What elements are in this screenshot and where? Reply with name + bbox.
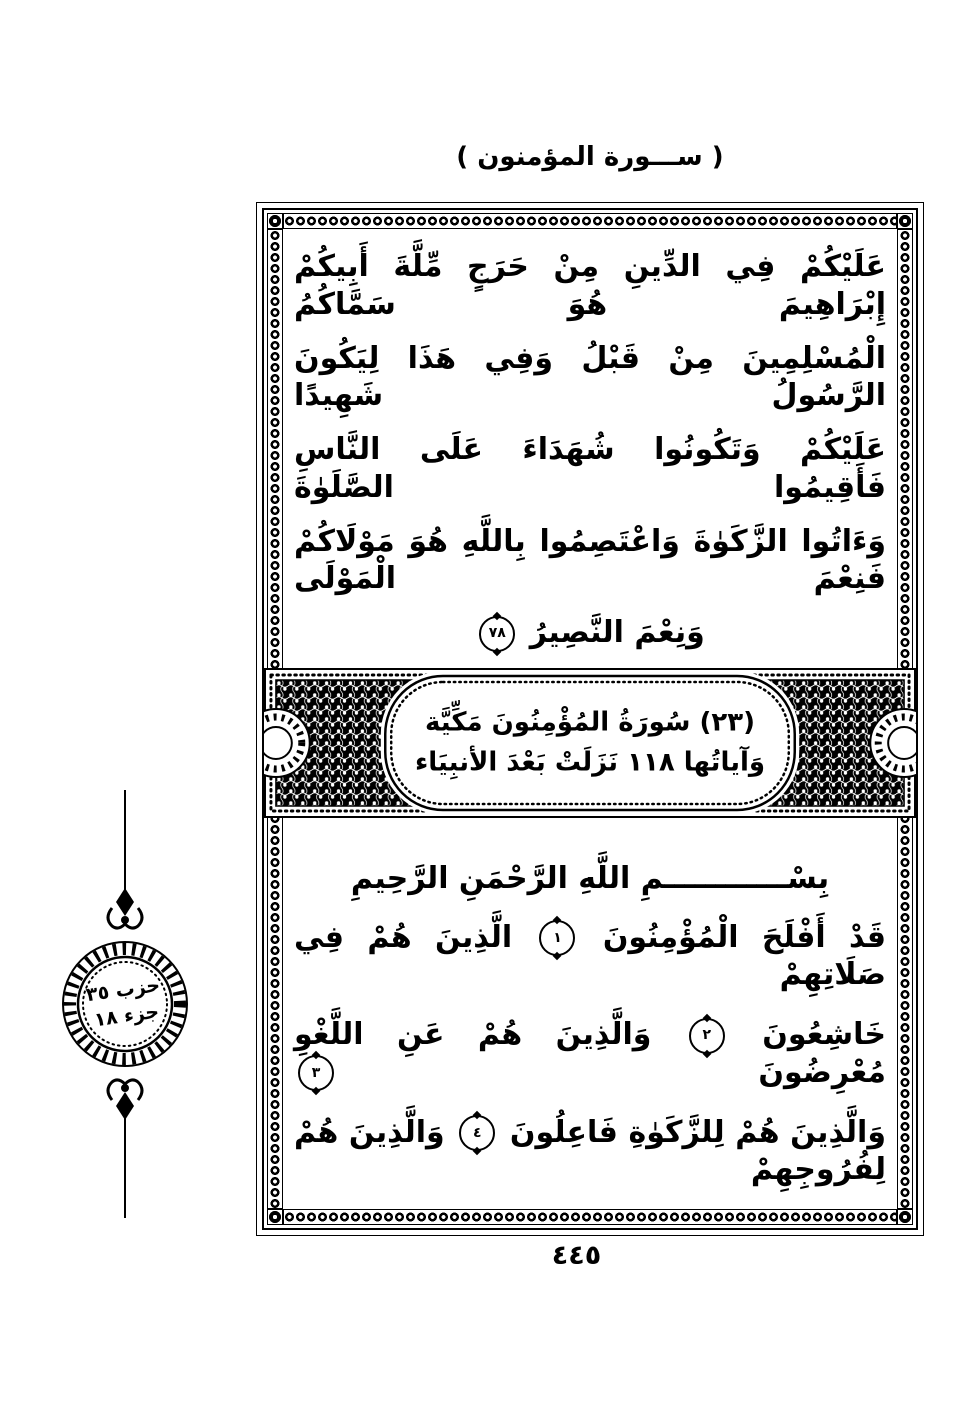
verse-line xyxy=(294,1114,886,1189)
ayah-marker-icon: ٢ xyxy=(689,1018,725,1054)
verse-line xyxy=(294,523,886,598)
margin-medallion xyxy=(50,790,200,1218)
border-corner-icon xyxy=(267,1209,283,1225)
border-chain-bottom xyxy=(283,1209,897,1225)
surah-title-band xyxy=(264,668,916,818)
verse-text: قَدْ أَفْلَحَ الْمُؤْمِنُونَ xyxy=(602,919,886,955)
ayah-marker-icon: ١ xyxy=(539,920,575,956)
verse-text: وَالَّذِينَ هُمْ لِلزَّكَوٰةِ فَاعِلُونَ xyxy=(509,1114,886,1150)
verse-line xyxy=(294,1016,886,1091)
ayah-marker-icon: ٤ xyxy=(459,1115,495,1151)
border-corner-icon xyxy=(897,1209,913,1225)
verse-text: خَاشِعُونَ xyxy=(762,1017,886,1053)
hizb-label: حزب ٣٥ xyxy=(84,974,162,1007)
verse-text: وَالَّذِينَ هُمْ لِفُرُوجِهِمْ xyxy=(294,1114,886,1188)
verse-line xyxy=(294,919,886,994)
lower-text-section xyxy=(294,850,886,1200)
border-corner-icon xyxy=(897,213,913,229)
verse-text: عَلَيْكُمْ وَتَكُونُوا شُهَدَاءَ عَلَى النَّاسِ فَأَقِيمُوا الصَّلَوٰةَ xyxy=(294,432,886,505)
verse-text: وَالَّذِينَ هُمْ عَنِ اللَّغْوِ مُعْرِضُونَ xyxy=(294,1017,886,1090)
verse-text: الَّذِينَ هُمْ فِي صَلَاتِهِمْ xyxy=(294,919,886,993)
surah-band-line2: وَآياتُها ١١٨ نَزَلَتْ بَعْدَ الأنبِيَاء xyxy=(414,748,766,778)
verse-line xyxy=(294,614,886,652)
surah-band-line1: (٢٣) سُورَةُ المُؤْمِنُونَ مَكِّيَّة xyxy=(424,707,756,738)
ayah-marker-icon: ٧٨ xyxy=(479,616,515,652)
verse-text: وَنِعْمَ النَّصِيرُ xyxy=(529,615,705,651)
verse-line xyxy=(294,340,886,415)
verse-text: وَءَاتُوا الزَّكَوٰةَ وَاعْتَصِمُوا بِاللَّهِ هُوَ مَوْلَاكُمْ فَنِعْمَ الْمَوْلَى xyxy=(294,523,886,597)
border-chain-top xyxy=(283,213,897,229)
verse-text: عَلَيْكُمْ فِي الدِّينِ مِنْ حَرَجٍ مِّلَّةَ أَبِيكُمْ إِبْرَاهِيمَ هُوَ سَمَّاكُمُ xyxy=(294,249,886,322)
verse-text: الْمُسْلِمِينَ مِنْ قَبْلُ وَفِي هَذَا لِيَكُونَ الرَّسُولُ شَهِيدًا xyxy=(294,340,886,414)
basmala: بِسْــــــــــــمِ اللَّهِ الرَّحْمَنِ الرَّحِيمِ xyxy=(350,861,830,897)
ayah-marker-icon: ٣ xyxy=(298,1055,334,1091)
surah-band-text xyxy=(390,703,790,784)
page-header-title: ( ســـورة المؤمنون ) xyxy=(456,142,724,172)
verse-line xyxy=(294,431,886,506)
quran-frame xyxy=(262,208,918,1230)
top-text-section xyxy=(294,240,886,660)
verse-line xyxy=(294,248,886,323)
page-number: ٤٤٥ xyxy=(551,1240,602,1271)
border-corner-icon xyxy=(267,213,283,229)
juz-label: جزء ١٨ xyxy=(92,1000,161,1032)
